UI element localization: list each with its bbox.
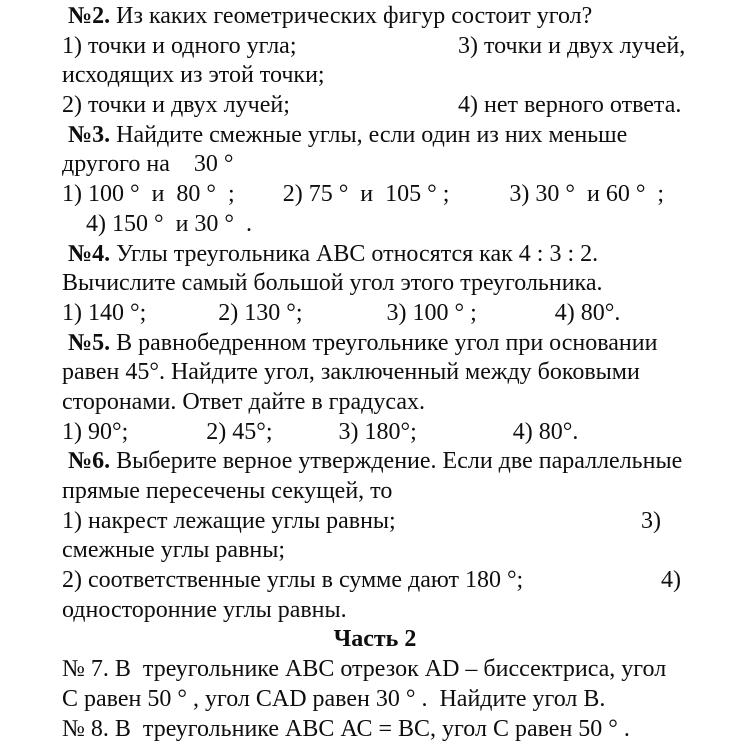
line-text: 1) 90°; 2) 45°; 3) 180°; 4) 80°. bbox=[62, 418, 579, 445]
question-6-line bbox=[62, 447, 732, 477]
line-text: С равен 50 ° , угол CAD равен 30 ° . Найдите угол В. bbox=[62, 685, 606, 712]
line-text: равен 45°. Найдите угол, заключенный между боковыми bbox=[62, 359, 640, 386]
text-line bbox=[62, 536, 732, 566]
text-line bbox=[62, 358, 732, 388]
question-7-line bbox=[62, 655, 732, 685]
line-text: прямые пересечены секущей, то bbox=[62, 478, 393, 504]
options-line bbox=[62, 418, 732, 448]
question-number: №3. bbox=[62, 121, 111, 148]
options-line bbox=[62, 566, 732, 596]
option-left: 2) соответственные углы в сумме дают 180 °; bbox=[62, 567, 524, 594]
question-text: Углы треугольника АВС относятся как 4 : 3 : 2. bbox=[110, 240, 599, 267]
options-line bbox=[62, 32, 732, 62]
question-5-line bbox=[62, 329, 732, 359]
line-text: другого на 30 ° bbox=[62, 151, 234, 178]
question-text: Выберите верное утверждение. Если две параллельные bbox=[110, 448, 683, 475]
text-line bbox=[62, 150, 732, 180]
question-text: Найдите смежные углы, если один из них меньше bbox=[110, 121, 628, 148]
question-4-line bbox=[62, 240, 732, 270]
text-line bbox=[62, 685, 732, 715]
question-number: №2. bbox=[62, 3, 111, 29]
line-text: односторонние углы равны. bbox=[62, 596, 347, 623]
line-text: 1) 100 ° и 80 ° ; 2) 75 ° и 105 ° ; 3) 30 ° и 60 ° ; bbox=[62, 181, 665, 208]
options-line bbox=[62, 210, 732, 240]
option-right: 3) точки и двух лучей, bbox=[458, 32, 686, 59]
text-line bbox=[62, 596, 732, 626]
text-line bbox=[62, 61, 732, 91]
question-8-line bbox=[62, 715, 732, 745]
question-2-line bbox=[62, 2, 732, 32]
section-title-text: Часть 2 bbox=[333, 626, 417, 653]
line-text: смежные углы равны; bbox=[62, 537, 286, 564]
line-text: Вычислите самый большой угол этого треугольника. bbox=[62, 270, 603, 297]
question-text: В равнобедренном треугольнике угол при основании bbox=[110, 329, 658, 356]
text-line bbox=[62, 477, 732, 507]
options-line bbox=[62, 180, 732, 210]
question-number: №6. bbox=[62, 448, 111, 475]
line-text: № 8. В треугольнике АВС АС = ВС, угол С равен 50 ° . bbox=[62, 715, 630, 742]
option-left: 2) точки и двух лучей; bbox=[62, 92, 290, 119]
option-right: 3) bbox=[641, 507, 661, 534]
options-line bbox=[62, 507, 732, 537]
section-title bbox=[0, 625, 750, 655]
option-left: 1) точки и одного угла; bbox=[62, 32, 297, 59]
options-line bbox=[62, 299, 732, 329]
options-line bbox=[62, 91, 732, 121]
question-text: Из каких геометрических фигур состоит угол? bbox=[110, 3, 593, 29]
option-right: 4) bbox=[661, 567, 681, 594]
option-left: 1) накрест лежащие углы равны; bbox=[62, 507, 396, 534]
line-text: № 7. В треугольнике АВС отрезок AD – биссектриса, угол bbox=[62, 656, 667, 683]
line-text: исходящих из этой точки; bbox=[62, 62, 325, 89]
option-right: 4) нет верного ответа. bbox=[458, 92, 682, 119]
question-3-line bbox=[62, 121, 732, 151]
text-line bbox=[62, 388, 732, 418]
line-text: 1) 140 °; 2) 130 °; 3) 100 ° ; 4) 80°. bbox=[62, 299, 621, 326]
question-number: №4. bbox=[62, 240, 111, 267]
text-line bbox=[62, 269, 732, 299]
line-text: 4) 150 ° и 30 ° . bbox=[62, 210, 253, 237]
question-number: №5. bbox=[62, 329, 111, 356]
line-text: сторонами. Ответ дайте в градусах. bbox=[62, 388, 425, 415]
